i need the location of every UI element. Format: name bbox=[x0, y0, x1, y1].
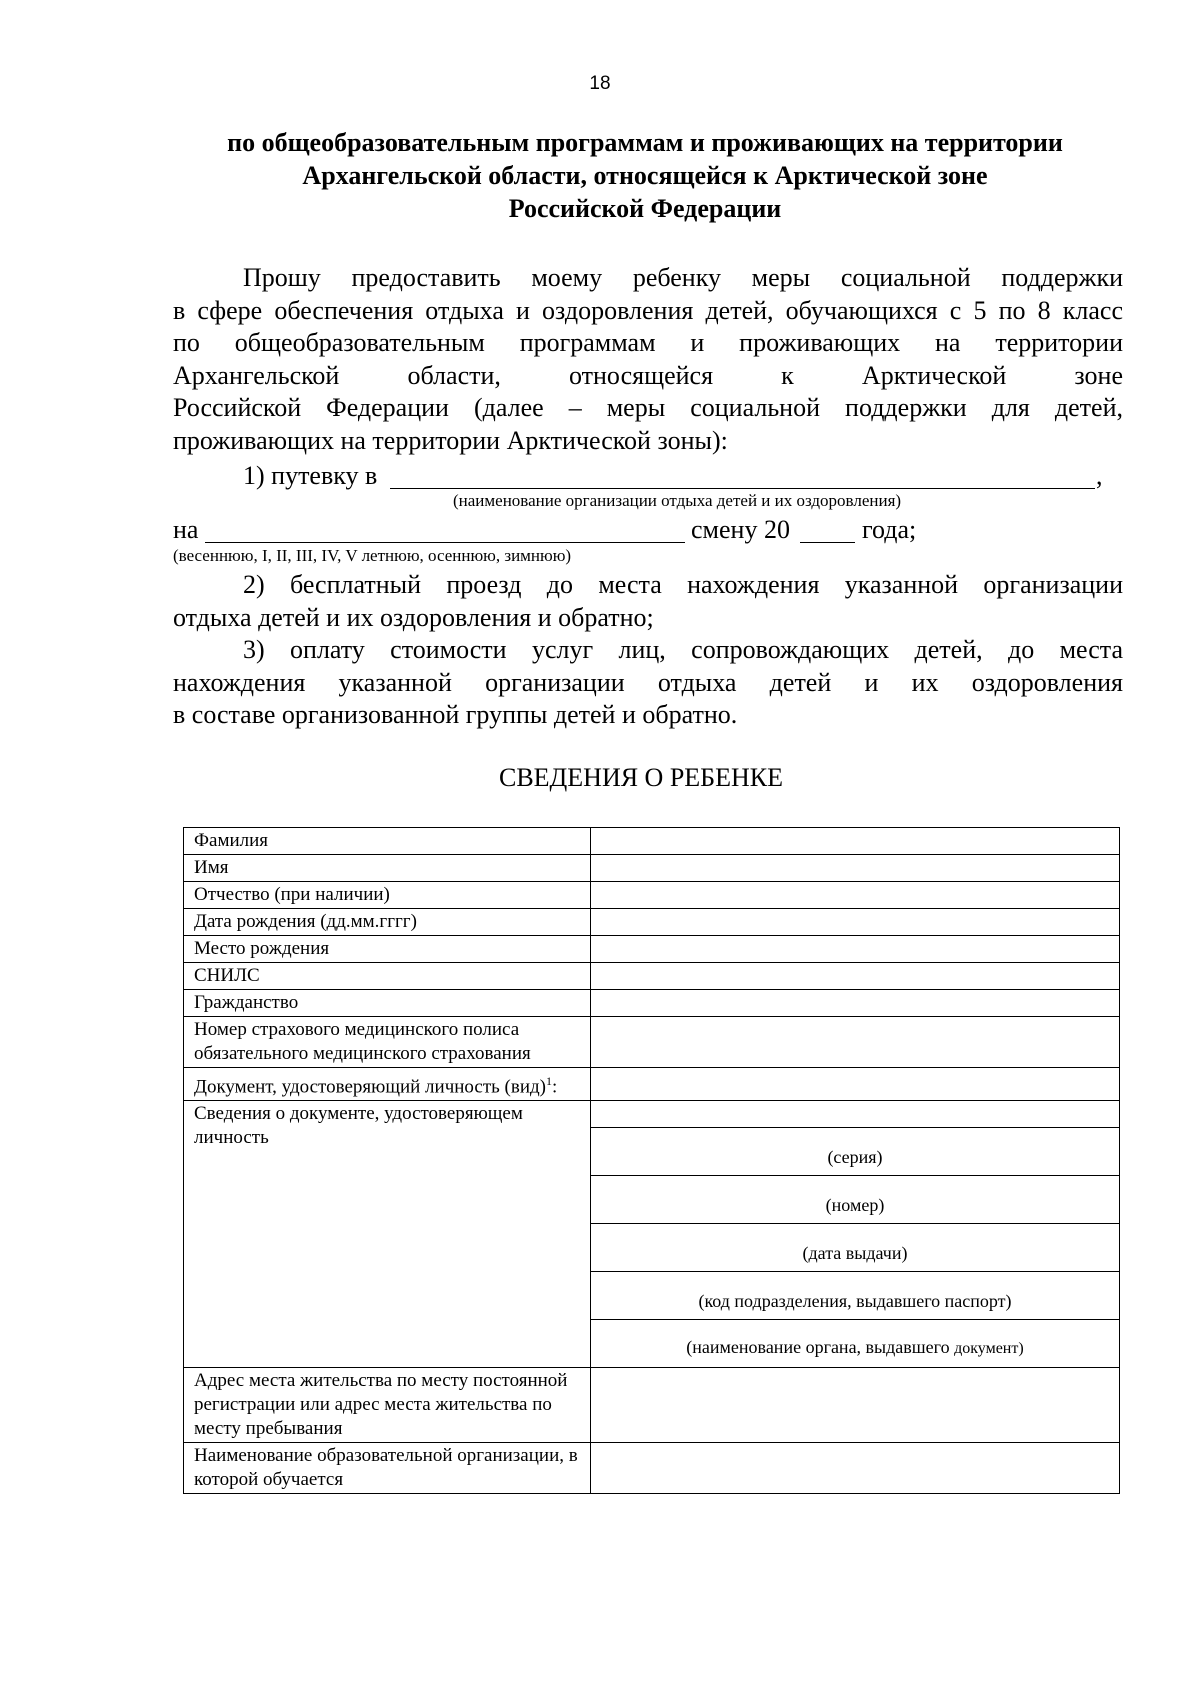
table-row bbox=[184, 963, 1120, 990]
table-row bbox=[184, 990, 1120, 1017]
request-paragraph bbox=[173, 262, 1123, 457]
table-row bbox=[184, 828, 1120, 855]
row-label-id-document bbox=[184, 1068, 591, 1101]
surname-value-cell[interactable] bbox=[591, 828, 1120, 855]
document-division-code-cell[interactable]: (код подразделения, выдавшего паспорт) bbox=[591, 1272, 1120, 1320]
section-title: СВЕДЕНИЯ О РЕБЕНКЕ bbox=[498, 763, 783, 792]
id-document-text: Документ, удостоверяющий личность (вид) bbox=[194, 1076, 547, 1098]
request-line: проживающих на территории Арктической зоны): bbox=[173, 425, 728, 455]
row-label-surname: Фамилия bbox=[184, 828, 591, 855]
item2-line: 2) бесплатный проезд до места нахождения указанной организации bbox=[243, 570, 1123, 599]
request-line: в сфере обеспечения отдыха и оздоровления детей, обучающихся с 5 по 8 класс bbox=[173, 295, 1123, 325]
table-row bbox=[184, 1017, 1120, 1068]
birth-place-value-cell[interactable] bbox=[591, 936, 1120, 963]
item2-line: отдыха детей и их оздоровления и обратно; bbox=[173, 602, 654, 632]
patronymic-value-cell[interactable] bbox=[591, 882, 1120, 909]
item3-line: нахождения указанной организации отдыха детей и их оздоровления bbox=[173, 667, 1123, 697]
table-row bbox=[184, 1368, 1120, 1443]
item2-paragraph bbox=[173, 569, 1123, 634]
policy-value-cell[interactable] bbox=[591, 1017, 1120, 1068]
birth-date-value-cell[interactable] bbox=[591, 909, 1120, 936]
child-info-table bbox=[183, 827, 1120, 1494]
table-row bbox=[184, 855, 1120, 882]
row-label-address: Адрес места жительства по месту постоянной регистрации или адрес места жительства по месту пребывания bbox=[184, 1368, 591, 1443]
row-label-patronymic: Отчество (при наличии) bbox=[184, 882, 591, 909]
table-row bbox=[184, 1101, 1120, 1128]
name-value-cell[interactable] bbox=[591, 855, 1120, 882]
item1-label: 1) путевку в bbox=[243, 461, 378, 490]
document-series-cell[interactable]: (серия) bbox=[591, 1128, 1120, 1176]
id-document-value-cell[interactable] bbox=[591, 1068, 1120, 1101]
snils-value-cell[interactable] bbox=[591, 963, 1120, 990]
address-value-cell[interactable] bbox=[591, 1368, 1120, 1443]
table-row bbox=[184, 909, 1120, 936]
row-label-birth-place: Место рождения bbox=[184, 936, 591, 963]
heading-line-2: Архангельской области, относящейся к Арктической зоне bbox=[302, 161, 988, 190]
request-line: по общеобразовательным программам и проживающих на территории bbox=[173, 328, 1123, 357]
camp-name-field[interactable] bbox=[390, 488, 1095, 489]
row-label-snils: СНИЛС bbox=[184, 963, 591, 990]
row-label-school: Наименование образовательной организации, в которой обучается bbox=[184, 1443, 591, 1494]
heading-line-1: по общеобразовательным программам и проживающих на территории bbox=[227, 128, 1063, 157]
row-label-document-info: Сведения о документе, удостоверяющем личность bbox=[184, 1101, 591, 1368]
item3-line: 3) оплату стоимости услуг лиц, сопровождающих детей, до места bbox=[243, 635, 1123, 664]
item3-line: в составе организованной группы детей и обратно. bbox=[173, 700, 738, 729]
page-number: 18 bbox=[589, 73, 611, 94]
row-label-name: Имя bbox=[184, 855, 591, 882]
season-hint: (весеннюю, I, II, III, IV, V летнюю, осеннюю, зимнюю) bbox=[173, 546, 572, 565]
citizenship-value-cell[interactable] bbox=[591, 990, 1120, 1017]
table-row bbox=[184, 882, 1120, 909]
season-field[interactable] bbox=[205, 542, 685, 543]
row-label-citizenship: Гражданство bbox=[184, 990, 591, 1017]
id-document-colon: : bbox=[552, 1076, 558, 1098]
document-issuer-cell[interactable] bbox=[591, 1320, 1120, 1368]
request-line: Российской Федерации (далее – меры социальной поддержки для детей, bbox=[173, 393, 1123, 422]
year-field[interactable] bbox=[800, 542, 855, 543]
shift-label: смену 20 bbox=[691, 515, 790, 544]
document-number-cell[interactable]: (номер) bbox=[591, 1176, 1120, 1224]
item1-comma: , bbox=[1096, 461, 1103, 490]
item3-paragraph bbox=[173, 634, 1123, 732]
request-line: Прошу предоставить моему ребенку меры социальной поддержки bbox=[243, 263, 1123, 292]
heading-line-3: Российской Федерации bbox=[508, 194, 782, 223]
on-label: на bbox=[173, 515, 199, 544]
row-label-policy: Номер страхового медицинского полиса обязательного медицинского страхования bbox=[184, 1017, 591, 1068]
school-value-cell[interactable] bbox=[591, 1443, 1120, 1494]
document-info-value-cell[interactable] bbox=[591, 1101, 1120, 1128]
request-line: Архангельской области, относящейся к Арктической зоне bbox=[173, 360, 1123, 390]
document-issue-date-cell[interactable]: (дата выдачи) bbox=[591, 1224, 1120, 1272]
table-row bbox=[184, 1443, 1120, 1494]
issuer-text-tail: документ) bbox=[954, 1340, 1024, 1358]
footnote-marker: 1 bbox=[546, 1074, 553, 1088]
document-heading bbox=[150, 126, 1140, 225]
issuer-text: (наименование органа, выдавшего bbox=[686, 1337, 950, 1358]
year-label: года; bbox=[862, 515, 917, 544]
table-row bbox=[184, 936, 1120, 963]
table-row bbox=[184, 1068, 1120, 1101]
camp-name-hint: (наименование организации отдыха детей и их оздоровления) bbox=[453, 491, 902, 510]
row-label-birth-date: Дата рождения (дд.мм.гггг) bbox=[184, 909, 591, 936]
